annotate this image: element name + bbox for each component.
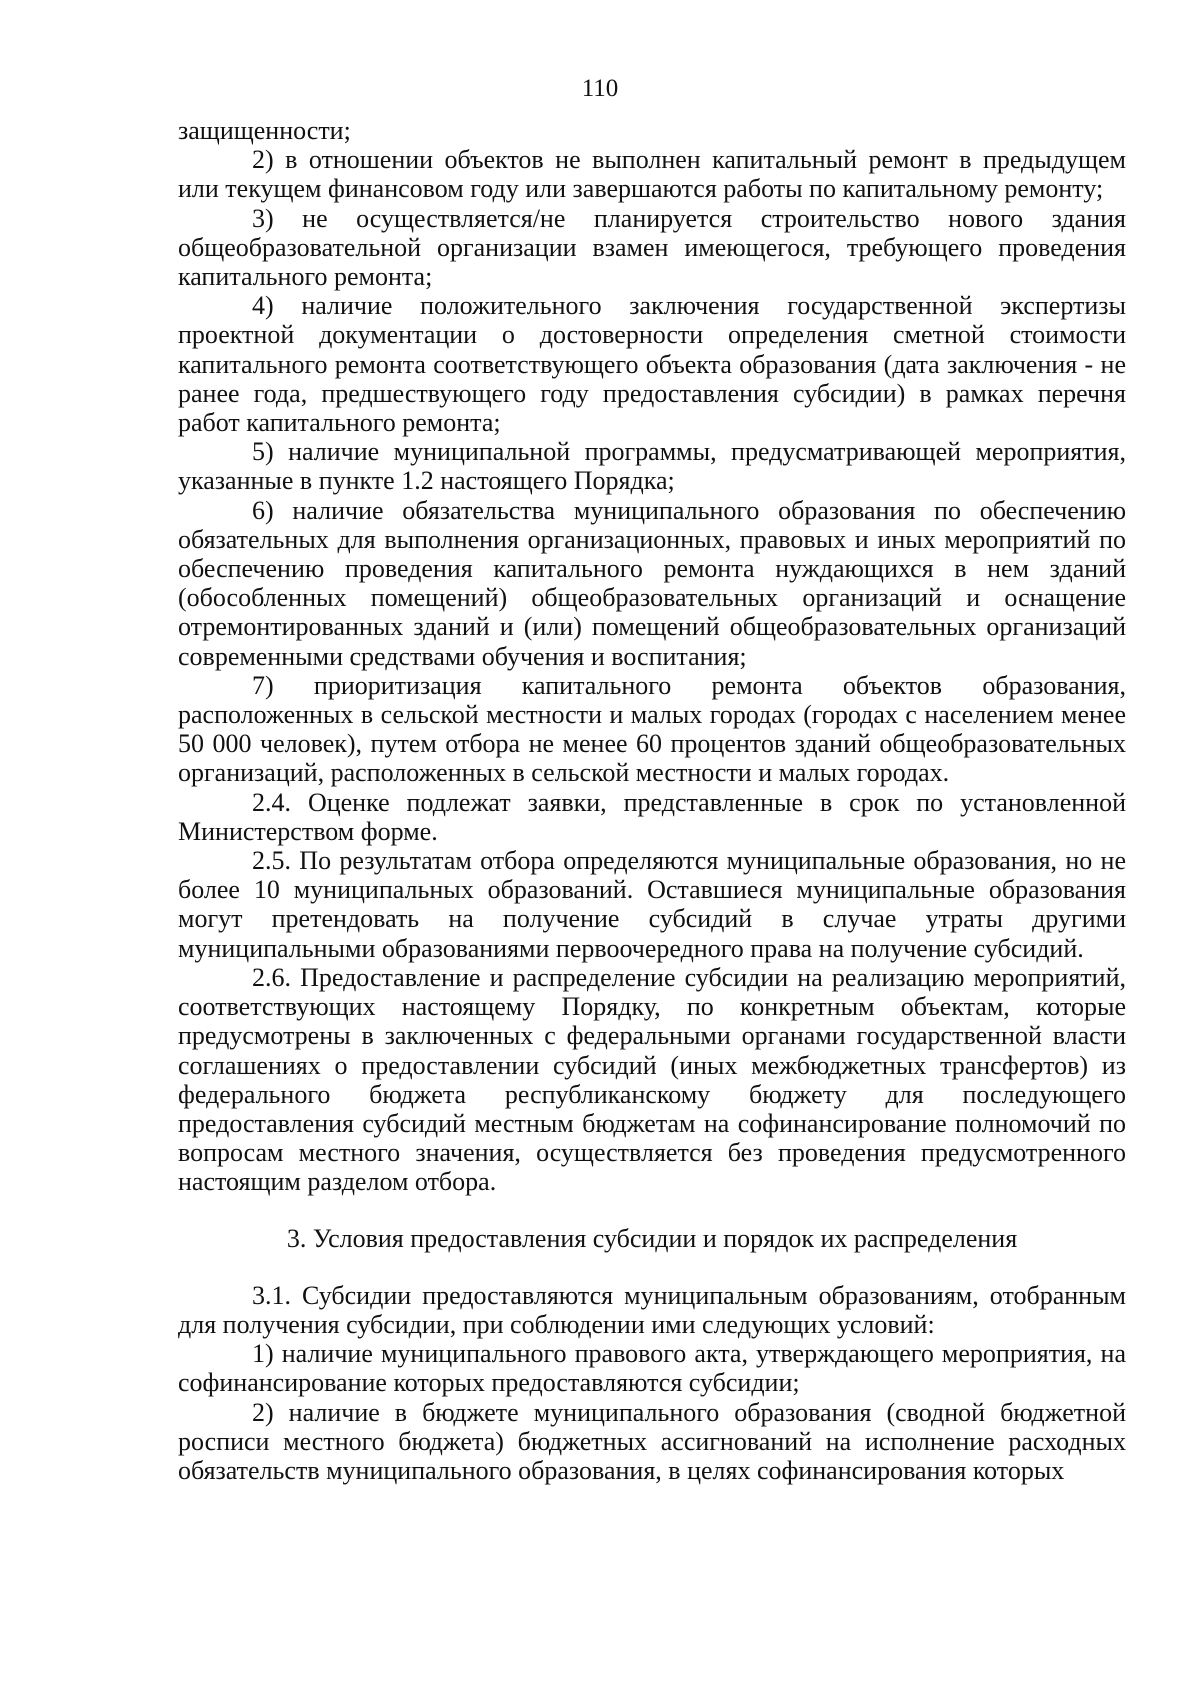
paragraph-item-5: 5) наличие муниципальной программы, предусматривающей мероприятия, указанные в пункте 1.2 настоящего Порядка; <box>178 437 1126 496</box>
paragraph-2-6: 2.6. Предоставление и распределение субсидии на реализацию мероприятий, соответствующих настоящему Порядку, по конкретным объектам, которые предусмотрены в заключенных с федеральными органами государственной власти соглашениях о предоставлении субсидий (иных межбюджетных трансфертов) из федерального бюджета республиканскому бюджету для последующего предоставления субсидий местным бюджетам на софинансирование полномочий по вопросам местного значения, осуществляется без проведения предусмотренного настоящим разделом отбора. <box>178 962 1126 1197</box>
document-body <box>178 116 1126 1485</box>
paragraph-3-1-item-2: 2) наличие в бюджете муниципального образования (сводной бюджетной росписи местного бюджета) бюджетных ассигнований на исполнение расходных обязательств муниципального образования, в целях софинансирования которых <box>178 1397 1126 1485</box>
paragraph-item-6: 6) наличие обязательства муниципального образования по обеспечению обязательных для выполнения организационных, правовых и иных мероприятий по обеспечению проведения капитального ремонта нуждающихся в нем зданий (обособленных помещений) общеобразовательных организаций и оснащение отремонтированных зданий и (или) помещений общеобразовательных организаций современными средствами обучения и воспитания; <box>178 495 1126 671</box>
paragraph-item-7: 7) приоритизация капитального ремонта объектов образования, расположенных в сельской местности и малых городах (городах с населением менее 50 000 человек), путем отбора не менее 60 процентов зданий общеобразовательных организаций, расположенных в сельской местности и малых городах. <box>178 670 1126 788</box>
page-number: 110 <box>581 75 619 102</box>
paragraph-3-1-item-1: 1) наличие муниципального правового акта, утверждающего мероприятия, на софинансирование которых предоставляются субсидии; <box>178 1339 1126 1398</box>
paragraph-3-1: 3.1. Субсидии предоставляются муниципальным образованиям, отобранным для получения субсидии, при соблюдении ими следующих условий: <box>178 1280 1126 1339</box>
paragraph-2-4: 2.4. Оценке подлежат заявки, представленные в срок по установленной Министерством форме. <box>178 787 1126 846</box>
section-heading: 3. Условия предоставления субсидии и порядок их распределения <box>286 1223 1018 1253</box>
paragraph-continuation: защищенности; <box>178 116 351 145</box>
paragraph-item-3: 3) не осуществляется/не планируется строительство нового здания общеобразовательной организации взамен имеющегося, требующего проведения капитального ремонта; <box>178 203 1126 292</box>
paragraph-item-4: 4) наличие положительного заключения государственной экспертизы проектной документации о достоверности определения сметной стоимости капитального ремонта соответствующего объекта образования (дата заключения - не ранее года, предшествующего году предоставления субсидии) в рамках перечня работ капитального ремонта; <box>178 291 1126 438</box>
paragraph-item-2: 2) в отношении объектов не выполнен капитальный ремонт в предыдущем или текущем финансовом году или завершаются работы по капитальному ремонту; <box>178 145 1126 204</box>
paragraph-2-5: 2.5. По результатам отбора определяются муниципальные образования, но не более 10 муниципальных образований. Оставшиеся муниципальные образования могут претендовать на получение субсидий в случае утраты другими муниципальными образованиями первоочередного права на получение субсидий. <box>178 846 1126 963</box>
